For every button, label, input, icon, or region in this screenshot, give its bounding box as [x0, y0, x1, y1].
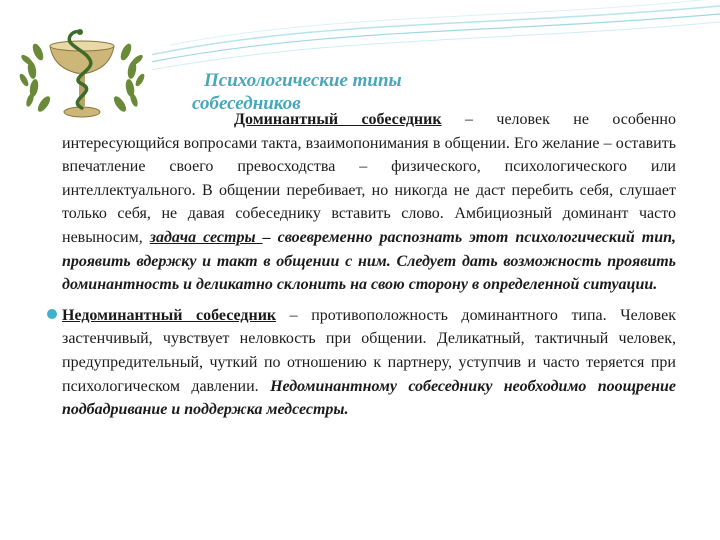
- title-line-1: Психологические типы: [204, 70, 402, 91]
- non-dominant-term: Недоминантный собеседник: [62, 306, 277, 324]
- dominant-description: – человек не особенно интересующийся вопросами такта, взаимопонимания в общении. Его желание – оставить впечатление своего превосходства – физического, психологического или интеллектуального. В общении перебивает, но никогда не даст перебить себя, слушает только себя, не давая собеседнику вставить слово. Амбициозный доминант часто невыносим,: [62, 111, 676, 246]
- dominant-paragraph: [62, 108, 676, 297]
- bullet-icon: [47, 309, 57, 319]
- dominant-term: Доминантный собеседник: [234, 111, 442, 128]
- non-dominant-description: – противоположность доминантного типа. Человек застенчивый, чувствует неловкость при общении. Деликатный, тактичный человек, предупредительный, чуткий по отношению к партнеру, уступчив и часто теряется при психологическом давлении.: [62, 306, 677, 395]
- non-dominant-emphasis: Недоминантному собеседнику необходимо поощрение подбадривание и поддержка медсестры.: [62, 377, 676, 419]
- non-dominant-paragraph: [62, 304, 676, 422]
- slide-body: [62, 108, 676, 422]
- task-text: – своевременно распознать этот психологический тип, проявить вдержку и такт в общении с ним. Следует дать возможность проявить доминантность и деликатно склонить на свою сторону в определенной ситуации.: [62, 228, 677, 294]
- task-label: задача сестры: [149, 228, 263, 246]
- title-line-2: собеседников: [192, 93, 301, 114]
